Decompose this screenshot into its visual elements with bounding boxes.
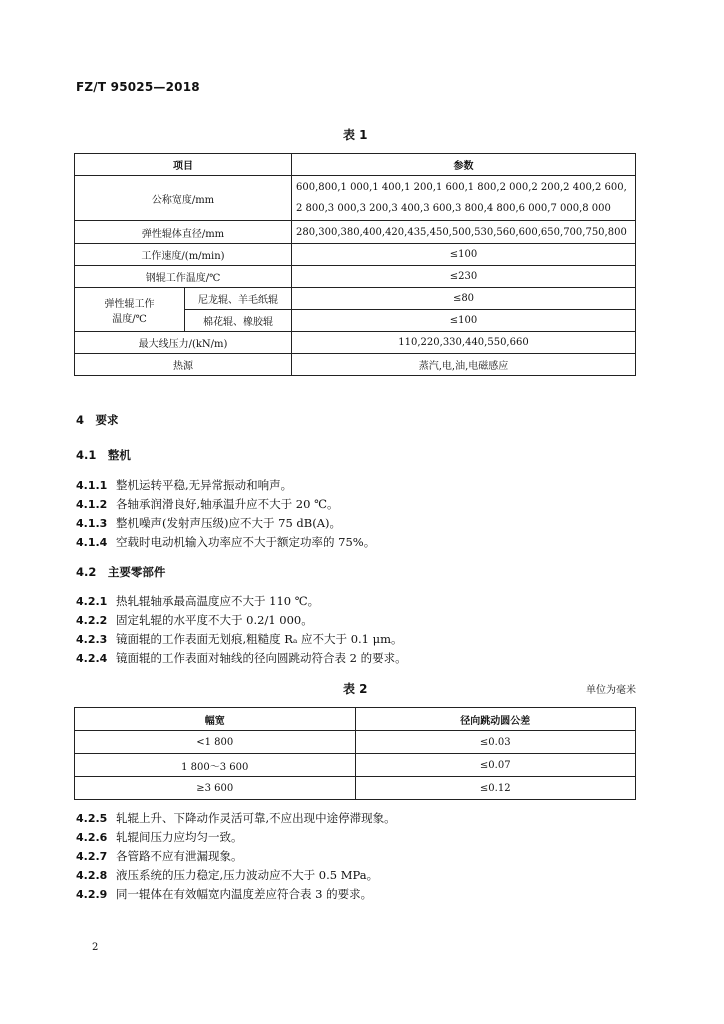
clause-text: 各轴承润滑良好,轴承温升应不大于 20 ℃。 (116, 497, 339, 511)
clause-text: 空载时电动机输入功率应不大于额定功率的 75%。 (116, 535, 376, 549)
row-value: ≤80 (292, 288, 636, 310)
row-value: 蒸汽,电,油,电磁感应 (292, 354, 636, 376)
clause-number: 4.2.3 (76, 633, 108, 646)
table-row (75, 754, 636, 777)
table2-header-tolerance: 径向跳动圆公差 (355, 708, 636, 731)
table2 (74, 707, 636, 800)
row-label: 热源 (75, 354, 292, 376)
table-row (75, 221, 636, 244)
table-row (75, 777, 636, 800)
section-4-title: 4 要求 (76, 413, 119, 427)
table2-header-width: 幅宽 (75, 708, 356, 731)
row-label: 工作速度/(m/min) (75, 244, 292, 266)
clause-4-1-1 (76, 477, 292, 493)
clause-text: 各管路不应有泄漏现象。 (116, 849, 243, 863)
table-row (75, 176, 636, 221)
row-label: 最大线压力/(kN/m) (75, 332, 292, 354)
clause-text: 液压系统的压力稳定,压力波动应不大于 0.5 MPa。 (116, 868, 379, 882)
row-value-line: 2 800,3 000,3 200,3 400,3 600,3 800,4 800,6 000,7 000,8 000 (296, 203, 611, 214)
width-cell: 1 800～3 600 (75, 754, 356, 777)
row-value: ≤100 (292, 244, 636, 266)
table-row (75, 332, 636, 354)
clause-4-2-4 (76, 650, 407, 666)
clause-4-2-9 (76, 886, 372, 902)
clause-number: 4.1.4 (76, 536, 108, 549)
clause-4-2-6 (76, 829, 243, 845)
clause-text: 镜面辊的工作表面对轴线的径向圆跳动符合表 2 的要求。 (116, 651, 407, 665)
row-label: 公称宽度/mm (75, 176, 292, 221)
table2-unit: 单位为毫米 (586, 685, 636, 696)
table2-caption: 表 2 (343, 682, 368, 696)
table1-header-item: 项目 (75, 154, 292, 176)
row-value: 110,220,330,440,550,660 (292, 332, 636, 354)
row-label: 弹性辊体直径/mm (75, 221, 292, 244)
table-row (75, 266, 636, 288)
clause-text: 固定轧辊的水平度不大于 0.2/1 000。 (116, 613, 313, 627)
clause-number: 4.2.5 (76, 812, 108, 825)
clause-number: 4.1.2 (76, 498, 108, 511)
clause-number: 4.2.6 (76, 831, 108, 844)
tolerance-cell: ≤0.03 (355, 731, 636, 754)
tolerance-cell: ≤0.07 (355, 754, 636, 777)
clause-text: 轧辊上升、下降动作灵活可靠,不应出现中途停滞现象。 (116, 811, 396, 825)
clause-number: 4.2.1 (76, 595, 108, 608)
page-number: 2 (92, 942, 99, 953)
table1-header-param: 参数 (292, 154, 636, 176)
table1-caption: 表 1 (343, 128, 368, 142)
clause-number: 4.2.4 (76, 652, 108, 665)
clause-4-1-3 (76, 515, 341, 531)
row-label-line: 温度/℃ (112, 313, 147, 325)
standard-code: FZ/T 95025—2018 (76, 80, 200, 94)
row-label (75, 288, 185, 332)
table-row (75, 154, 636, 176)
clause-number: 4.1.1 (76, 479, 108, 492)
clause-text: 轧辊间压力应均匀一致。 (116, 830, 243, 844)
clause-4-1-2 (76, 496, 338, 512)
clause-number: 4.2.7 (76, 850, 108, 863)
row-value-line: 600,800,1 000,1 400,1 200,1 600,1 800,2 000,2 200,2 400,2 600, (296, 182, 627, 193)
table1 (74, 153, 636, 376)
clause-4-2-3 (76, 631, 403, 647)
row-value: ≤230 (292, 266, 636, 288)
width-cell: <1 800 (75, 731, 356, 754)
tolerance-cell: ≤0.12 (355, 777, 636, 800)
clause-number: 4.2.8 (76, 869, 108, 882)
clause-4-2-1 (76, 593, 319, 609)
table-row (75, 244, 636, 266)
table-row (75, 354, 636, 376)
table-row (75, 731, 636, 754)
row-value: ≤100 (292, 310, 636, 332)
row-value: 280,300,380,400,420,435,450,500,530,560,600,650,700,750,800 (292, 221, 636, 244)
clause-4-2-5 (76, 810, 396, 826)
section-4-1-title: 4.1 整机 (76, 448, 131, 462)
clause-4-2-8 (76, 867, 378, 883)
table-row (75, 288, 636, 310)
width-cell: ≥3 600 (75, 777, 356, 800)
clause-text: 同一辊体在有效幅宽内温度差应符合表 3 的要求。 (116, 887, 373, 901)
clause-number: 4.2.2 (76, 614, 108, 627)
clause-4-2-2 (76, 612, 313, 628)
clause-text: 整机噪声(发射声压级)应不大于 75 dB(A)。 (116, 516, 342, 530)
row-label: 钢辊工作温度/℃ (75, 266, 292, 288)
table-row (75, 708, 636, 731)
clause-text: 整机运转平稳,无异常振动和响声。 (116, 478, 293, 492)
row-value (292, 176, 636, 221)
clause-text: 镜面辊的工作表面无划痕,粗糙度 Rₐ 应不大于 0.1 μm。 (116, 632, 403, 646)
row-label-line: 弹性辊工作 (104, 298, 155, 310)
row-sublabel: 棉花辊、橡胶辊 (185, 310, 292, 332)
row-sublabel: 尼龙辊、羊毛纸辊 (185, 288, 292, 310)
section-4-2-title: 4.2 主要零部件 (76, 565, 166, 579)
clause-4-2-7 (76, 848, 243, 864)
clause-4-1-4 (76, 534, 375, 550)
clause-number: 4.1.3 (76, 517, 108, 530)
clause-number: 4.2.9 (76, 888, 108, 901)
clause-text: 热轧辊轴承最高温度应不大于 110 ℃。 (116, 594, 320, 608)
